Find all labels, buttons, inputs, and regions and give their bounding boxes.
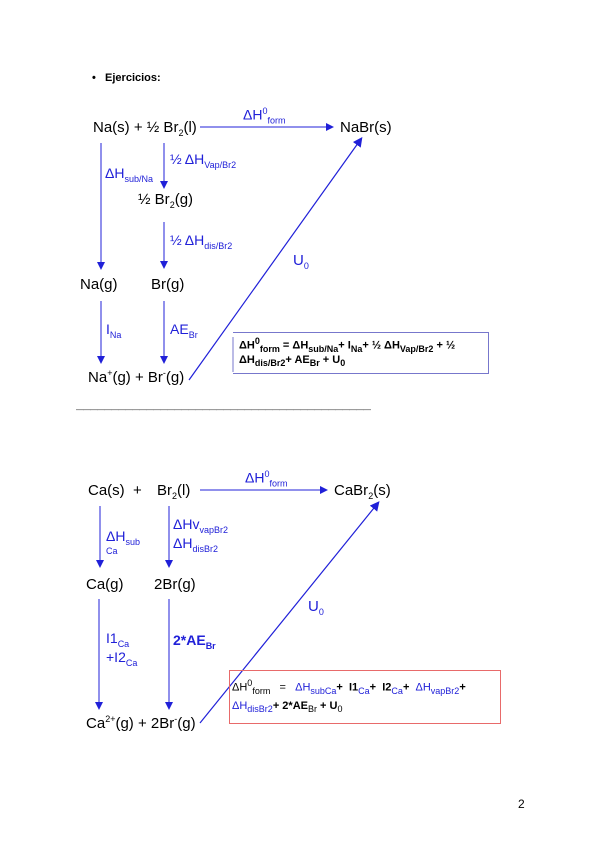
ex1-product: NaBr(s): [340, 119, 392, 136]
bullet-heading: [92, 72, 161, 84]
bullet-text: Ejercicios:: [105, 72, 161, 84]
ex2-bottom: $Ca^{2+}(g) + 2Br^-(g)$: [86, 714, 196, 732]
ex2-dh-form-label: $\Delta H^0_{form}$: [245, 469, 288, 489]
ex2-hv-vap: ΔHv$_{vapBr2}$: [173, 516, 228, 535]
ex1-half-br2: ½ $Br_2(g)$: [138, 191, 194, 210]
ex1-bottom: Na+(g) + Br-(g): [88, 368, 185, 386]
ex2-plus: +: [133, 482, 142, 499]
ex2-equation-line2: $\Delta H_{disBr2}+ 2*AE_{Br} + U_0$: [232, 700, 343, 715]
ex1-u0-label: $U_0$: [293, 252, 309, 271]
ex2-i2: $+I2_{Ca}$: [106, 649, 138, 668]
ex1-half-vap: ½ $\Delta H_{Vap/Br2}$: [170, 151, 237, 170]
ex1-aebr: $AE_{Br}$: [170, 321, 198, 340]
ex2-u0-label: $U_0$: [308, 598, 324, 617]
page-number: 2: [518, 797, 525, 811]
ex2-reactant-ca: Ca(s): [88, 482, 125, 499]
ex1-na-g: Na(g): [80, 276, 118, 293]
ex1-equation-line1: $\Delta H^0_{form} = \Delta H_{sub/Na}+ I_{Na}+$ ½ $\Delta H_{Vap/Br2}$ + ½: [239, 336, 456, 354]
ex2-dh-sub: $\Delta H_{sub}$: [106, 528, 140, 547]
ex2-ae: $2*AE_{Br}$: [173, 632, 216, 651]
ex1-equation-line2: $\Delta H_{dis/Br2}+ AE_{Br} + U_0$: [239, 354, 346, 369]
ex1-dh-form-label: $\Delta H^0_{form}$: [243, 106, 286, 126]
ex2-dh-sub-ca: Ca: [106, 546, 118, 556]
ex1-br-g: Br(g): [151, 276, 185, 293]
ex2-ca-g: Ca(g): [86, 576, 124, 593]
ex2-reactant-br: $Br_2(l)$: [157, 482, 191, 501]
section-separator: ——————————————————————————————————————————: [76, 405, 370, 413]
ex1-ina: $I_{Na}$: [106, 321, 122, 340]
ex1-dh-sub-na: $\Delta H_{sub/Na}$: [105, 165, 153, 184]
ex2-i1: $I1_{Ca}$: [106, 630, 130, 649]
bullet-dot: •: [92, 72, 106, 84]
ex1-reactants: Na(s) + ½ $Br_2(l)$: [93, 119, 197, 138]
ex2-h-dis: $\Delta H_{disBr2}$: [173, 535, 218, 554]
ex2-product: CaBr$_2$(s): [334, 482, 391, 501]
ex2-2br-g: 2Br(g): [154, 576, 196, 593]
ex2-equation-line1: $\Delta H^0_{form}$ = $\Delta H_{subCa}+ I1_{Ca}+ I2_{Ca}+ \Delta H_{vapBr2}+$: [232, 678, 466, 696]
ex1-half-dis: ½ $\Delta H_{dis/Br2}$: [170, 232, 233, 251]
